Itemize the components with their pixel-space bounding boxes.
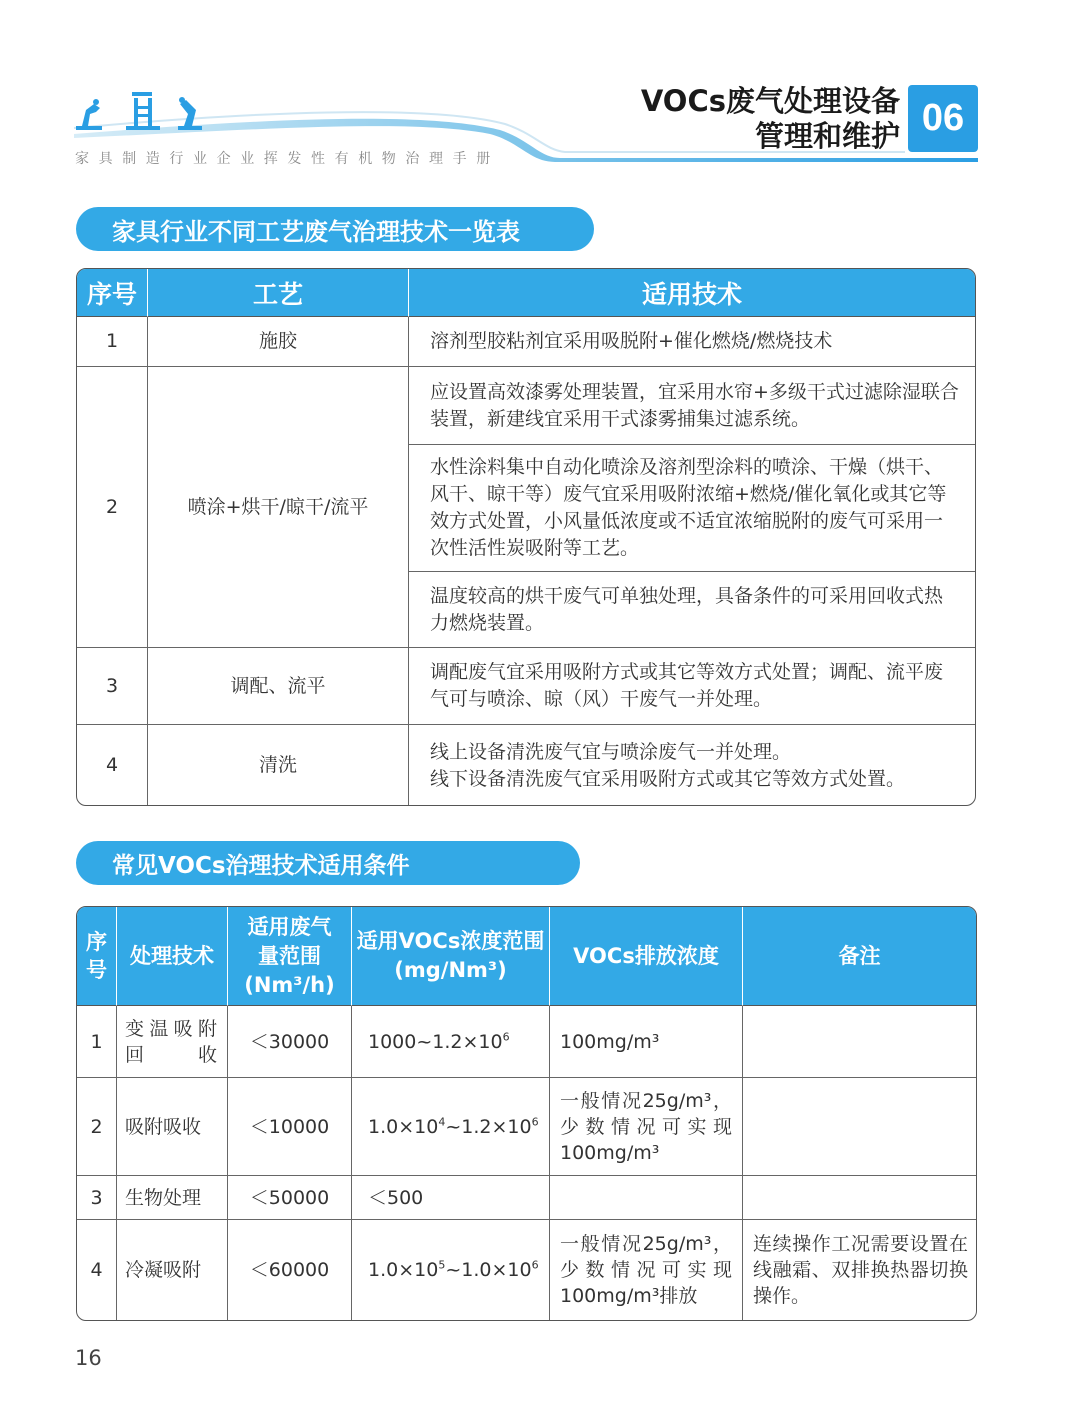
table-row (77, 317, 975, 367)
row-conc-b-exp: 6 (531, 1258, 539, 1272)
col-header-flow (228, 907, 352, 1006)
row-flow: ＜60000 (228, 1220, 352, 1320)
row-tech: 冷凝吸附 (117, 1220, 228, 1320)
process-tech-table (76, 268, 976, 806)
row-remark (743, 1078, 976, 1176)
row-conc-exp: 6 (502, 1030, 510, 1044)
row-no: 2 (77, 367, 148, 648)
factory-robot-icon (74, 88, 214, 132)
row-no: 3 (77, 648, 148, 725)
row-no: 4 (77, 1220, 117, 1320)
row-tech-line: 线下设备清洗废气宜采用吸附方式或其它等效方式处置。 (430, 767, 906, 790)
row-no: 1 (77, 1006, 117, 1078)
table-row (77, 648, 975, 725)
row-process: 施胶 (148, 317, 409, 367)
row-tech: 变温吸附回收 (117, 1006, 228, 1078)
row-no: 4 (77, 725, 148, 806)
row-remark (743, 1006, 976, 1078)
col-header-process: 工艺 (148, 269, 409, 317)
row-conc-a: 1.0×10 (368, 1115, 439, 1138)
col-header-flow-line: 量范围 (258, 943, 321, 968)
chapter-title-line1: VOCs废气处理设备 (640, 84, 900, 118)
voc-conditions-table (76, 906, 977, 1321)
table-row (77, 725, 975, 806)
table-header-row (77, 269, 975, 317)
row-remark (743, 1176, 976, 1220)
table-row (77, 1006, 976, 1078)
row-flow: ＜50000 (228, 1176, 352, 1220)
chapter-number-badge: 06 (908, 85, 978, 152)
col-header-tech: 适用技术 (409, 269, 975, 317)
table-row (77, 367, 975, 445)
row-conc (352, 1078, 550, 1176)
row-conc-b: ~1.0×10 (445, 1259, 532, 1281)
row-flow: ＜30000 (228, 1006, 352, 1078)
table-row (77, 1176, 976, 1220)
chapter-title-line2: 管理和维护 (754, 119, 900, 153)
row-process: 喷涂+烘干/晾干/流平 (148, 367, 409, 648)
handbook-subtitle: 家具制造行业企业挥发性有机物治理手册 (75, 151, 500, 167)
row-conc: ＜500 (352, 1176, 550, 1220)
row-conc (352, 1220, 550, 1320)
table-row (77, 1078, 976, 1176)
col-header-emission: VOCs排放浓度 (550, 907, 743, 1006)
row-process: 调配、流平 (148, 648, 409, 725)
row-tech: 调配废气宜采用吸附方式或其它等效方式处置；调配、流平废气可与喷涂、晾（风）干废气一并处理。 (409, 648, 975, 725)
col-header-remark: 备注 (743, 907, 976, 1006)
section1-title: 家具行业不同工艺废气治理技术一览表 (76, 207, 594, 251)
row-emission: 一般情况25g/m³，少数情况可实现100mg/m³排放 (550, 1220, 743, 1320)
row-tech: 水性涂料集中自动化喷涂及溶剂型涂料的喷涂、干燥（烘干、风干、晾干等）废气宜采用吸附浓缩+燃烧/催化氧化或其它等效方式处置，小风量低浓度或不适宜浓缩脱附的废气可采用一次性活性炭吸附等工艺。 (409, 445, 975, 572)
page-number: 16 (75, 1346, 102, 1370)
row-remark: 连续操作工况需要设置在线融霜、双排换热器切换操作。 (753, 1233, 968, 1307)
row-conc-a-exp: 5 (438, 1258, 446, 1272)
row-no: 1 (77, 317, 148, 367)
col-header-no (77, 907, 117, 1006)
row-conc-b-exp: 6 (531, 1115, 539, 1129)
col-header-conc (352, 907, 550, 1006)
col-header-no: 序号 (77, 269, 148, 317)
chapter-title (641, 84, 900, 154)
col-header-tech: 处理技术 (117, 907, 228, 1006)
row-emission (550, 1176, 743, 1220)
row-process: 清洗 (148, 725, 409, 806)
row-tech-line: 线上设备清洗废气宜与喷涂废气一并处理。 (430, 740, 792, 763)
col-header-flow-line: (Nm³/h) (244, 972, 335, 997)
row-tech: 应设置高效漆雾处理装置，宜采用水帘+多级干式过滤除湿联合装置，新建线宜采用干式漆雾捕集过滤系统。 (409, 367, 975, 445)
col-header-conc-line: 适用VOCs浓度范围 (356, 929, 545, 953)
page-header (0, 0, 1080, 180)
table-row (77, 1220, 976, 1320)
row-conc-b: ~1.2×10 (445, 1115, 532, 1138)
row-no: 3 (77, 1176, 117, 1220)
row-conc-a-exp: 4 (438, 1115, 446, 1129)
row-tech (409, 725, 975, 806)
col-header-flow-line: 适用废气 (247, 914, 332, 939)
row-conc (352, 1006, 550, 1078)
row-tech: 温度较高的烘干废气可单独处理，具备条件的可采用回收式热力燃烧装置。 (409, 572, 975, 648)
col-header-conc-line: (mg/Nm³) (394, 958, 507, 982)
row-conc-a: 1.0×10 (368, 1259, 439, 1281)
row-tech: 生物处理 (117, 1176, 228, 1220)
row-conc-base: 1000~1.2×10 (368, 1030, 503, 1053)
table-header-row (77, 907, 976, 1006)
row-tech: 溶剂型胶粘剂宜采用吸脱附+催化燃烧/燃烧技术 (409, 317, 975, 367)
row-no: 2 (77, 1078, 117, 1176)
col-header-no-text: 序号 (86, 930, 107, 982)
row-emission: 一般情况25g/m³，少数情况可实现100mg/m³ (550, 1078, 743, 1176)
row-emission: 100mg/m³ (550, 1006, 743, 1078)
row-flow: ＜10000 (228, 1078, 352, 1176)
row-tech: 吸附吸收 (117, 1078, 228, 1176)
section2-title: 常见VOCs治理技术适用条件 (76, 841, 580, 885)
